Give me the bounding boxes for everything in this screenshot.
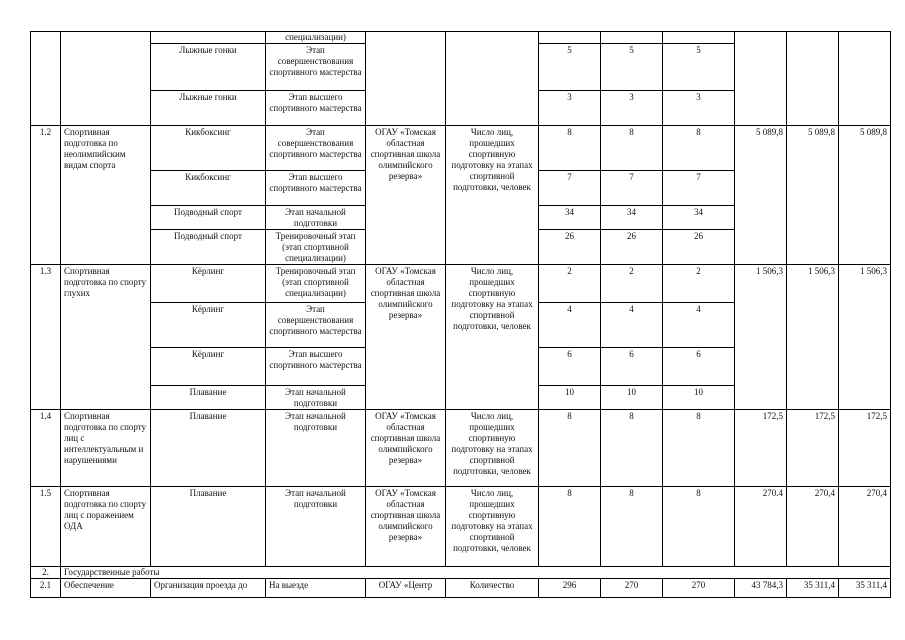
cell-value: 26 [601, 230, 663, 265]
cell-value: 7 [539, 171, 601, 206]
cell-stage: Этап совершенствования спортивного мастерства [266, 44, 366, 91]
cell-value: 8 [663, 126, 735, 171]
cell-value: 8 [601, 410, 663, 487]
cell-finance: 35 311,4 [839, 579, 891, 598]
section-title: Государственные работы [61, 567, 891, 579]
cell-sport: Подводный спорт [151, 230, 266, 265]
cell-stage: Этап начальной подготовки [266, 386, 366, 410]
cell-value: 270 [601, 579, 663, 598]
cell-sport: Плавание [151, 487, 266, 567]
cell-indicator: Количество [446, 579, 539, 598]
cell-value: 34 [663, 206, 735, 230]
cell-sport: Кёрлинг [151, 265, 266, 303]
cell-value: 34 [539, 206, 601, 230]
cell-value: 2 [663, 265, 735, 303]
cell-value: 7 [663, 171, 735, 206]
cell-org [366, 32, 446, 126]
cell-value: 2 [601, 265, 663, 303]
cell-value: 4 [663, 303, 735, 348]
cell-finance [839, 32, 891, 126]
cell-num: 2. [31, 567, 61, 579]
cell-value [539, 32, 601, 44]
cell-value: 6 [539, 348, 601, 386]
cell-num: 2.1 [31, 579, 61, 598]
cell-stage: Этап совершенствования спортивного мастерства [266, 303, 366, 348]
cell-finance: 1 506,3 [839, 265, 891, 410]
cell-title: Спортивная подготовка по спорту глухих [61, 265, 151, 410]
cell-sport: Плавание [151, 410, 266, 487]
cell-title: Спортивная подготовка по неолимпийским видам спорта [61, 126, 151, 265]
cell-value: 5 [601, 44, 663, 91]
cell-num: 1.2 [31, 126, 61, 265]
cell-finance: 172,5 [839, 410, 891, 487]
cell-value: 7 [601, 171, 663, 206]
cell-value: 3 [663, 91, 735, 126]
cell-stage: Этап высшего спортивного мастерства [266, 91, 366, 126]
cell-finance: 5 089,8 [787, 126, 839, 265]
cell-value: 3 [539, 91, 601, 126]
cell-value: 10 [539, 386, 601, 410]
cell-finance [735, 32, 787, 126]
cell-title [61, 32, 151, 126]
cell-value: 8 [539, 487, 601, 567]
cell-stage: Этап начальной подготовки [266, 410, 366, 487]
cell-sport: Кикбоксинг [151, 171, 266, 206]
cell-num: 1.4 [31, 410, 61, 487]
table-row [31, 126, 891, 171]
cell-finance: 5 089,8 [839, 126, 891, 265]
cell-stage: Этап высшего спортивного мастерства [266, 171, 366, 206]
cell-title: Спортивная подготовка по спорту лиц с интеллектуальным и нарушениями [61, 410, 151, 487]
cell-value: 8 [601, 487, 663, 567]
cell-finance: 270.4 [735, 487, 787, 567]
cell-value: 4 [539, 303, 601, 348]
cell-stage: Этап высшего спортивного мастерства [266, 348, 366, 386]
cell-value: 10 [663, 386, 735, 410]
cell-sport: Лыжные гонки [151, 91, 266, 126]
cell-sport: Кёрлинг [151, 303, 266, 348]
cell-sport: Организация проезда до [151, 579, 266, 598]
cell-org: ОГАУ «Томская областная спортивная школа олимпийского резерва» [366, 487, 446, 567]
cell-stage: Этап начальной подготовки [266, 487, 366, 567]
cell-value [663, 32, 735, 44]
cell-org: ОГАУ «Томская областная спортивная школа олимпийского резерва» [366, 265, 446, 410]
table-row [31, 410, 891, 487]
cell-value: 8 [663, 487, 735, 567]
cell-num: 1.3 [31, 265, 61, 410]
cell-title: Спортивная подготовка по спорту лиц с поражением ОДА [61, 487, 151, 567]
cell-finance: 172,5 [735, 410, 787, 487]
cell-value: 8 [601, 126, 663, 171]
cell-value: 8 [539, 410, 601, 487]
cell-num [31, 32, 61, 126]
cell-value: 296 [539, 579, 601, 598]
cell-org: ОГАУ «Томская областная спортивная школа олимпийского резерва» [366, 126, 446, 265]
cell-finance: 43 784,3 [735, 579, 787, 598]
cell-stage: Тренировочный этап (этап спортивной специализации) [266, 265, 366, 303]
cell-value [601, 32, 663, 44]
table-row [31, 487, 891, 567]
cell-finance [787, 32, 839, 126]
cell-sport: Лыжные гонки [151, 44, 266, 91]
cell-value: 10 [601, 386, 663, 410]
cell-sport: Кикбоксинг [151, 126, 266, 171]
cell-value: 6 [601, 348, 663, 386]
cell-stage: Тренировочный этап (этап спортивной специализации) [266, 230, 366, 265]
cell-value: 270 [663, 579, 735, 598]
cell-finance: 5 089,8 [735, 126, 787, 265]
cell-sport: Кёрлинг [151, 348, 266, 386]
cell-value: 3 [601, 91, 663, 126]
cell-value: 5 [539, 44, 601, 91]
cell-finance: 270,4 [787, 487, 839, 567]
cell-finance: 172,5 [787, 410, 839, 487]
cell-org: ОГАУ «Центр [366, 579, 446, 598]
cell-value: 4 [601, 303, 663, 348]
cell-value: 8 [539, 126, 601, 171]
cell-sport: Подводный спорт [151, 206, 266, 230]
cell-finance: 1 506,3 [735, 265, 787, 410]
cell-stage: Этап совершенствования спортивного мастерства [266, 126, 366, 171]
cell-indicator: Число лиц, прошедших спортивную подготовку на этапах спортивной подготовки, человек [446, 126, 539, 265]
cell-finance: 270,4 [839, 487, 891, 567]
table-row [31, 265, 891, 303]
cell-sport [151, 32, 266, 44]
cell-org: ОГАУ «Томская областная спортивная школа олимпийского резерва» [366, 410, 446, 487]
cell-indicator: Число лиц, прошедших спортивную подготовку на этапах спортивной подготовки, человек [446, 487, 539, 567]
cell-title: Обеспечение [61, 579, 151, 598]
cell-indicator: Число лиц, прошедших спортивную подготовку на этапах спортивной подготовки, человек [446, 410, 539, 487]
cell-value: 34 [601, 206, 663, 230]
services-table [30, 31, 891, 598]
cell-stage: специализации) [266, 32, 366, 44]
table-row [31, 32, 891, 44]
cell-value: 2 [539, 265, 601, 303]
cell-value: 6 [663, 348, 735, 386]
cell-finance: 1 506,3 [787, 265, 839, 410]
cell-value: 5 [663, 44, 735, 91]
table-row [31, 579, 891, 598]
cell-value: 26 [663, 230, 735, 265]
section-row [31, 567, 891, 579]
cell-value: 26 [539, 230, 601, 265]
cell-indicator [446, 32, 539, 126]
cell-sport: Плавание [151, 386, 266, 410]
cell-indicator: Число лиц, прошедших спортивную подготовку на этапах спортивной подготовки, человек [446, 265, 539, 410]
cell-finance: 35 311,4 [787, 579, 839, 598]
cell-value: 8 [663, 410, 735, 487]
cell-num: 1.5 [31, 487, 61, 567]
cell-stage: Этап начальной подготовки [266, 206, 366, 230]
cell-stage: На выезде [266, 579, 366, 598]
